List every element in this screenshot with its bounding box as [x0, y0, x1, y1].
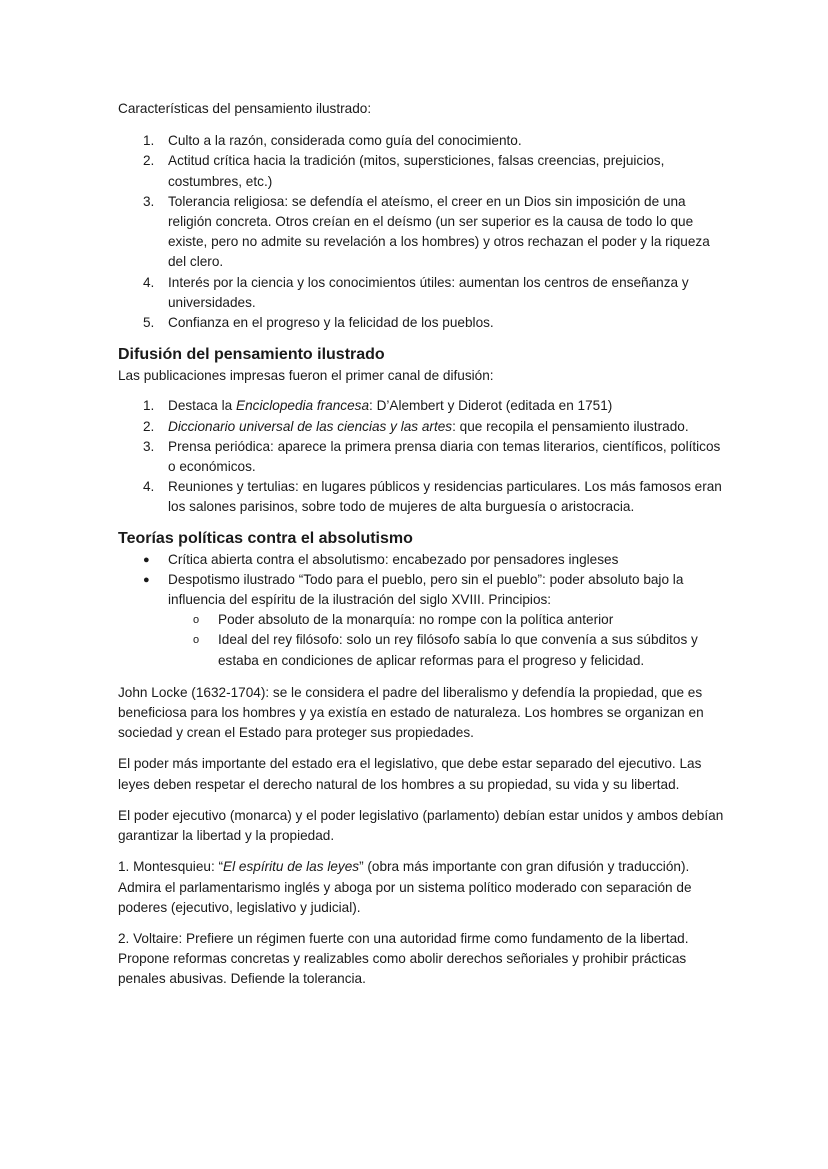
montesquieu-post: ” (obra más importante con gran difusión y traducción). Admira el parlamentarismo inglés y aboga por un sistema político moderado con separación de poderes (ejecutivo, legislativo y judicial). — [118, 859, 692, 915]
item-text: Despotismo ilustrado “Todo para el pueblo, pero sin el pueblo”: poder absoluto bajo la influencia del espíritu de la ilustración del siglo XVIII. Principios: — [168, 571, 684, 608]
item-text-post: Prensa periódica: aparece la primera prensa diaria con temas literarios, científicos, políticos o económicos. — [168, 438, 721, 475]
item-number: 3. — [143, 438, 155, 454]
item-number: 1. — [143, 133, 155, 149]
hollow-bullet-icon: o — [193, 614, 200, 627]
section-heading-teorias: Teorías políticas contra el absolutismo — [118, 529, 413, 547]
list-item — [143, 313, 728, 333]
item-number: 4. — [143, 274, 155, 290]
characteristics-intro: Características del pensamiento ilustrado: — [118, 101, 372, 116]
difusion-list — [118, 396, 728, 517]
list-item — [193, 630, 728, 670]
item-number: 3. — [143, 193, 155, 209]
item-text: Ideal del rey filósofo: solo un rey filósofo sabía lo que convenía a sus súbditos y estaba en condiciones de aplicar reformas para el progreso y felicidad. — [218, 632, 698, 668]
item-text: Poder absoluto de la monarquía: no rompe con la política anterior — [218, 612, 614, 628]
montesquieu-work-title: El espíritu de las leyes — [223, 859, 360, 875]
item-text: Actitud crítica hacia la tradición (mitos, supersticiones, falsas creencias, prejuicios, costumbres, etc.) — [168, 153, 665, 189]
list-item — [143, 131, 728, 151]
list-item — [143, 550, 728, 570]
list-item — [143, 192, 728, 273]
hollow-bullet-icon: o — [193, 634, 200, 647]
item-number: 4. — [143, 479, 155, 495]
montesquieu-pre: 1. Montesquieu: “ — [118, 859, 224, 875]
locke-paragraph-1: John Locke (1632-1704): se le considera el padre del liberalismo y defendía la propiedad, que es beneficiosa para los hombres y ya existía en estado de naturaleza. Los hombres se organizan en sociedad y crean el Estado para proteger sus propiedades. — [118, 684, 704, 741]
list-item — [143, 396, 728, 416]
item-number: 1. — [143, 398, 155, 414]
list-item — [143, 570, 728, 671]
item-text: Crítica abierta contra el absolutismo: encabezado por pensadores ingleses — [168, 551, 619, 567]
item-text-post: Reuniones y tertulias: en lugares públicos y residencias particulares. Los más famosos eran los salones parisinos, sobre todo de mujeres de alta burguesía o aristocracia. — [168, 479, 722, 515]
bullet-icon: ● — [143, 573, 150, 586]
item-text: Culto a la razón, considerada como guía del conocimiento. — [168, 133, 522, 149]
list-item — [143, 273, 728, 313]
item-text-pre: Destaca la — [168, 398, 237, 414]
teorias-list — [118, 550, 728, 671]
list-item — [143, 477, 728, 517]
montesquieu-paragraph — [118, 857, 728, 918]
item-title-italic: Enciclopedia francesa — [236, 398, 370, 414]
item-title-italic: Diccionario universal de las ciencias y las artes — [168, 418, 453, 434]
section-heading-difusion: Difusión del pensamiento ilustrado — [118, 346, 385, 364]
item-number: 2. — [143, 418, 155, 434]
item-text: Interés por la ciencia y los conocimientos útiles: aumentan los centros de enseñanza y universidades. — [168, 274, 689, 310]
bullet-icon: ● — [143, 553, 150, 566]
list-item — [143, 437, 728, 477]
principios-list — [168, 610, 728, 671]
item-number: 2. — [143, 153, 155, 169]
item-text: Tolerancia religiosa: se defendía el ateísmo, el creer en un Dios sin imposición de una religión concreta. Otros creían en el deísmo (un ser superior es la causa de todo lo que existe, pero no admite su revelación a los hombres) y otros rechazan el poder y la riqueza del clero. — [168, 193, 710, 270]
item-text: Confianza en el progreso y la felicidad de los pueblos. — [168, 315, 494, 331]
voltaire-paragraph: 2. Voltaire: Prefiere un régimen fuerte con una autoridad firme como fundamento de la libertad. Propone reformas concretas y realizables como abolir derechos señoriales y prohibir prácticas penales abusivas. Defiende la tolerancia. — [118, 930, 689, 987]
item-text-post: : que recopila el pensamiento ilustrado. — [452, 418, 689, 434]
list-item — [193, 610, 728, 630]
characteristics-list — [118, 131, 728, 333]
list-item — [143, 151, 728, 191]
list-item — [143, 417, 728, 437]
locke-paragraph-3: El poder ejecutivo (monarca) y el poder legislativo (parlamento) debían estar unidos y ambos debían garantizar la libertad y la propiedad. — [118, 807, 724, 844]
locke-paragraph-2: El poder más importante del estado era el legislativo, que debe estar separado del ejecutivo. Las leyes deben respetar el derecho natural de los hombres a su propiedad, su vida y su libertad. — [118, 756, 702, 792]
item-number: 5. — [143, 315, 155, 331]
difusion-intro: Las publicaciones impresas fueron el primer canal de difusión: — [118, 368, 494, 384]
item-text-post: : D’Alembert y Diderot (editada en 1751) — [369, 398, 613, 414]
